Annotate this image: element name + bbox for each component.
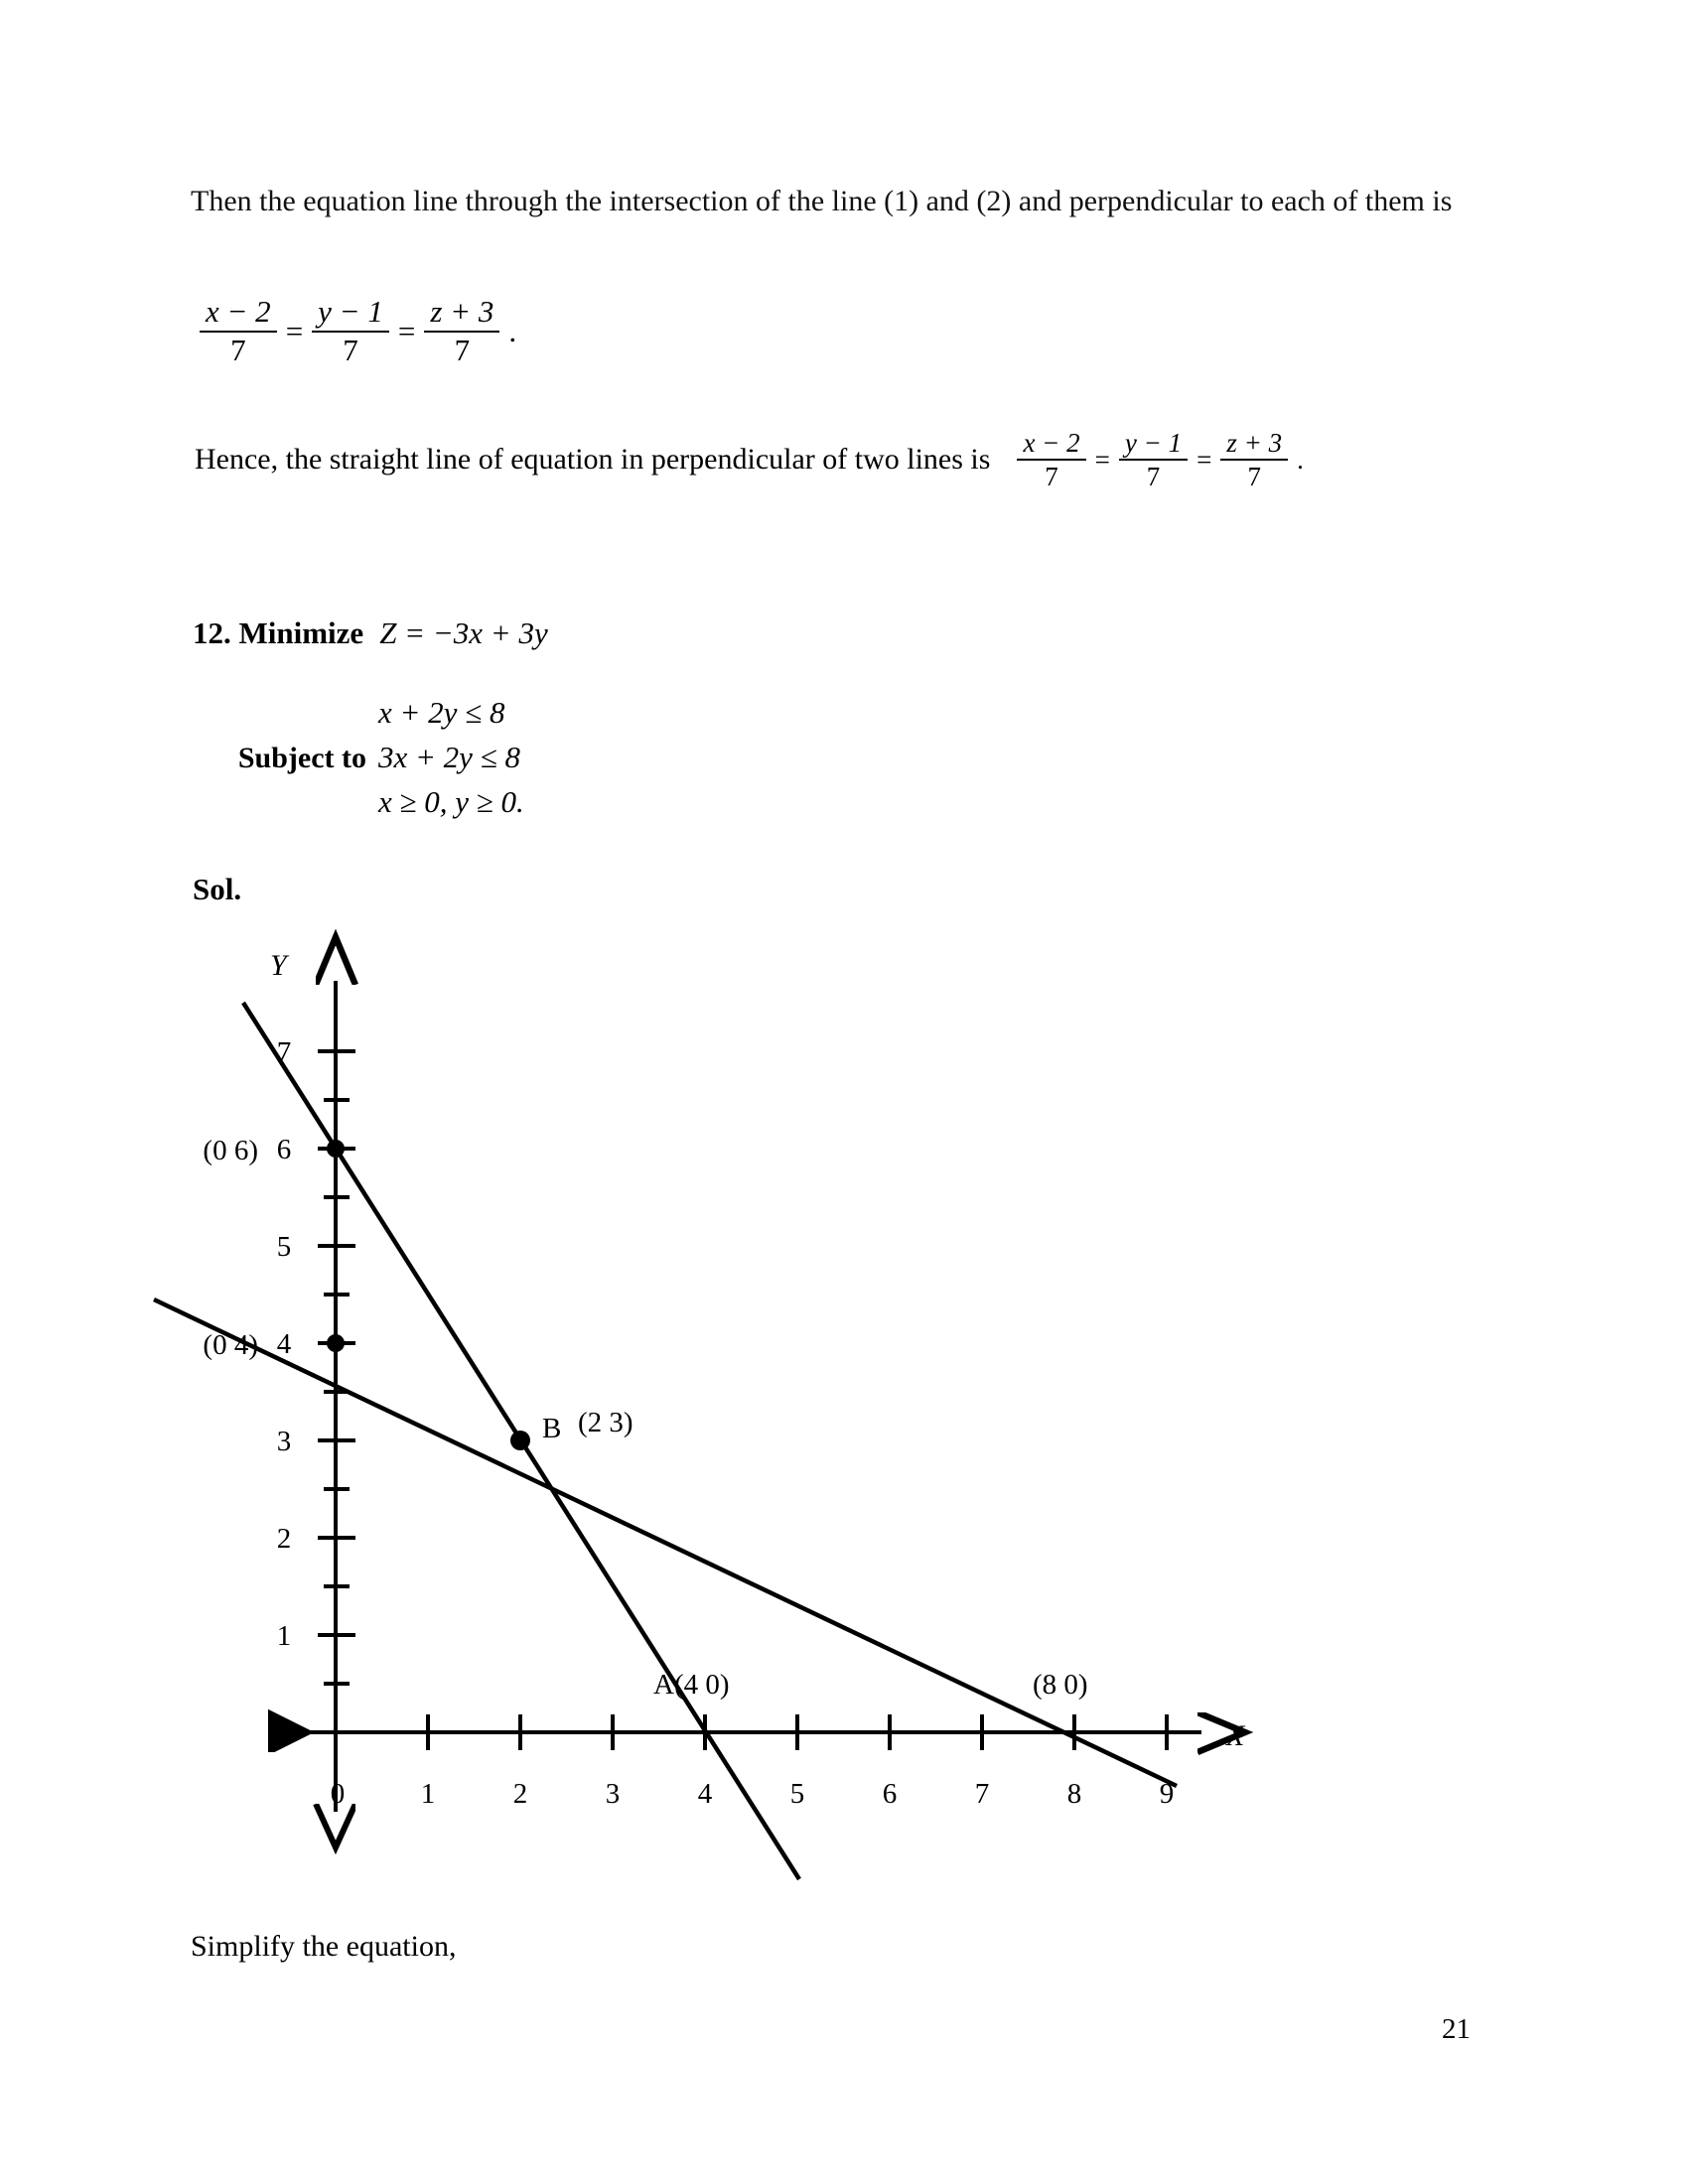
y-tick-label-7: 7 xyxy=(276,1036,292,1068)
y-axis xyxy=(318,981,355,1812)
x-tick-label-9: 9 xyxy=(1159,1778,1175,1810)
simplify-line: Simplify the equation, xyxy=(191,1930,457,1963)
objective-function: Z = −3x + 3y xyxy=(379,615,548,650)
fraction-z-plus-3-over-7 xyxy=(424,296,499,366)
annotation-0-4: (0 4) xyxy=(203,1329,258,1361)
fraction-denominator: 7 xyxy=(312,331,389,367)
annotation-0-6: (0 6) xyxy=(203,1135,258,1166)
problem-heading xyxy=(193,615,548,651)
solution-label: Sol. xyxy=(193,872,242,906)
fraction-denominator: 7 xyxy=(1017,459,1085,490)
fraction-denominator: 7 xyxy=(1220,459,1288,490)
y-tick-label-2: 2 xyxy=(276,1523,292,1555)
problem-number-label: 12. Minimize xyxy=(193,615,364,650)
constraint-expression-2: 3x + 2y ≤ 8 xyxy=(378,740,520,774)
constraint-expression-1: x + 2y ≤ 8 xyxy=(378,695,505,730)
y-tick-label-5: 5 xyxy=(276,1231,292,1263)
equals-sign: = xyxy=(397,313,416,348)
linear-programming-graph xyxy=(149,923,1321,1926)
constraint-expression-3: x ≥ 0, y ≥ 0. xyxy=(378,784,524,819)
point-marker-0-4 xyxy=(327,1334,345,1352)
period: . xyxy=(1297,444,1304,475)
fraction-numerator: y − 1 xyxy=(1124,428,1183,458)
fraction-numerator: z + 3 xyxy=(1226,428,1283,458)
y-axis-label: Y xyxy=(270,949,287,982)
fraction-y-minus-1-over-7 xyxy=(312,296,389,366)
annotation-b-letter: B xyxy=(542,1413,562,1444)
y-tick-label-3: 3 xyxy=(276,1426,292,1457)
subject-to-label: Subject to xyxy=(237,742,366,774)
y-tick-label-6: 6 xyxy=(276,1134,292,1165)
hence-sentence: Hence, the straight line of equation in perpendicular of two lines is xyxy=(195,443,991,477)
fraction-numerator: x − 2 xyxy=(206,294,271,329)
fraction-denominator: 7 xyxy=(1119,459,1188,490)
y-tick-label-1: 1 xyxy=(276,1620,292,1652)
equals-sign: = xyxy=(1196,444,1212,475)
constraint-row xyxy=(195,740,790,784)
fraction-numerator: x − 2 xyxy=(1023,428,1080,458)
constraints-block xyxy=(195,695,790,829)
fraction-x-minus-2-over-7 xyxy=(1017,429,1085,491)
constraint-row xyxy=(195,784,790,829)
intro-paragraph: Then the equation line through the intersection of the line (1) and (2) and perpendicular to each of them is xyxy=(191,185,1453,217)
period: . xyxy=(508,313,517,348)
hence-line xyxy=(195,429,1308,491)
fraction-denominator: 7 xyxy=(200,331,277,367)
y-tick-label-4: 4 xyxy=(276,1328,292,1360)
x-tick-label-7: 7 xyxy=(974,1778,990,1810)
x-tick-label-1: 1 xyxy=(420,1778,436,1810)
x-tick-label-4: 4 xyxy=(697,1778,713,1810)
x-tick-label-3: 3 xyxy=(605,1778,621,1810)
fraction-y-minus-1-over-7 xyxy=(1119,429,1188,491)
constraint-row xyxy=(195,695,790,740)
equals-sign: = xyxy=(1094,444,1110,475)
fraction-denominator: 7 xyxy=(424,331,499,367)
fraction-numerator: y − 1 xyxy=(318,294,383,329)
x-tick-label-5: 5 xyxy=(789,1778,805,1810)
x-tick-label-6: 6 xyxy=(882,1778,898,1810)
fraction-z-plus-3-over-7 xyxy=(1220,429,1288,491)
x-tick-label-2: 2 xyxy=(512,1778,528,1810)
fraction-numerator: z + 3 xyxy=(430,294,494,329)
x-axis-label: X xyxy=(1226,1719,1245,1752)
displayed-equation-1 xyxy=(195,296,520,366)
annotation-8-0: (8 0) xyxy=(1033,1669,1088,1701)
page-number: 21 xyxy=(1442,2013,1471,2045)
point-marker-0-6 xyxy=(327,1140,345,1158)
x-tick-label-8: 8 xyxy=(1066,1778,1082,1810)
point-marker-b xyxy=(510,1431,530,1450)
origin-label: 0 xyxy=(330,1778,346,1810)
annotation-a-4-0: A(4 0) xyxy=(653,1669,730,1701)
equals-sign: = xyxy=(285,313,304,348)
constraint-line-shallow xyxy=(154,1299,1177,1786)
fraction-x-minus-2-over-7 xyxy=(200,296,277,366)
annotation-b-coords: (2 3) xyxy=(578,1407,633,1438)
hence-inline-equation xyxy=(1012,429,1307,491)
